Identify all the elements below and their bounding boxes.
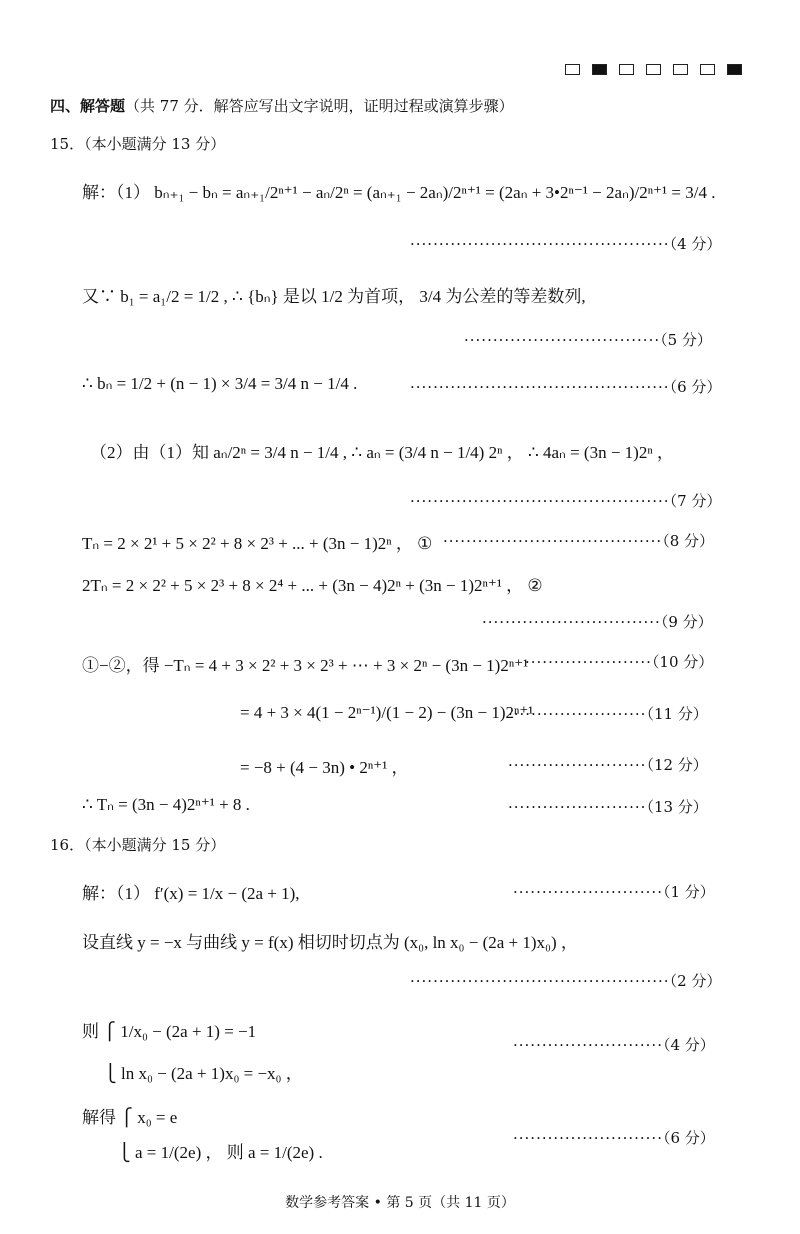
q15-score-7: ······················（10 分） [525,653,714,671]
q15-heading: 15．（本小题满分 13 分） [50,135,226,153]
section-note: （共 77 分．解答应写出文字说明，证明过程或演算步骤） [125,97,514,115]
q15-line-10: ∴ Tₙ = (3n − 4)2ⁿ⁺¹ + 8 . [82,795,250,814]
marker-box [673,64,688,75]
marker-box [619,64,634,75]
marker-box [565,64,580,75]
q16-line-3a: 则 ⎧ 1/x₀ − (2a + 1) = −1 [82,1022,257,1041]
q15-score-9: ························（12 分） [508,756,708,774]
q16-line-4a: 解得 ⎧ x₀ = e [82,1108,178,1127]
q15-line-5: Tₙ = 2 × 2¹ + 5 × 2² + 8 × 2³ + ... + (3n − 1)2ⁿ ， ① [82,534,433,553]
q15-line-2: 又∵ b₁ = a₁/2 = 1/2 , ∴ {bₙ} 是以 1/2 为首项， 3/4 为公差的等差数列, [82,287,586,306]
q16-line-3b: ⎩ ln x₀ − (2a + 1)x₀ = −x₀ ， [104,1064,303,1083]
q15-line-6: 2Tₙ = 2 × 2² + 5 × 2³ + 8 × 2⁴ + ... + (3n − 4)2ⁿ + (3n − 1)2ⁿ⁺¹ ， ② [82,576,543,595]
q16-line-4b: ⎩ a = 1/(2e) ， 则 a = 1/(2e) . [118,1143,323,1162]
marker-box [646,64,661,75]
marker-box-filled [592,64,607,75]
q15-line-4: （2）由（1）知 aₙ/2ⁿ = 3/4 n − 1/4 , ∴ aₙ = (3/4 n − 1/4) 2ⁿ ， ∴ 4aₙ = (3n − 1)2ⁿ ， [90,443,674,462]
section-title: 四、解答题 [50,97,126,115]
q16-line-2: 设直线 y = −x 与曲线 y = f(x) 相切时切点为 (x₀, ln x₀ − (2a + 1)x₀) ， [82,933,578,952]
marker-box [700,64,715,75]
q16-line-1: 解：（1） f′(x) = 1/x − (2a + 1), [82,884,300,903]
q15-line-3: ∴ bₙ = 1/2 + (n − 1) × 3/4 = 3/4 n − 1/4 . [82,374,358,393]
q15-score-8: ························（11 分） [508,705,708,723]
q15-line-7: ①−②，得 −Tₙ = 4 + 3 × 2² + 3 × 2³ + ⋯ + 3 × 2ⁿ − (3n − 1)2ⁿ⁺¹ [82,656,529,675]
q15-line-8: = 4 + 3 × 4(1 − 2ⁿ⁻¹)/(1 − 2) − (3n − 1)2ⁿ⁺¹ [240,703,534,722]
q15-score-2: ··································（5 分） [464,331,712,349]
q15-score-10: ························（13 分） [508,798,708,816]
q16-score-1: ··························（1 分） [513,883,715,901]
q16-score-3: ··························（4 分） [513,1036,715,1054]
page-marker-boxes [565,64,742,75]
q15-score-5: ······································（8 分） [443,532,714,550]
q15-line-9: = −8 + (4 − 3n) • 2ⁿ⁺¹ ， [240,758,409,777]
q15-score-3: ·············································（6 分） [410,378,722,396]
page-footer: 数学参考答案 • 第 5 页（共 11 页） [285,1195,515,1211]
q15-score-6: ·······························（9 分） [482,613,713,631]
q16-heading: 16．（本小题满分 15 分） [50,836,226,854]
q15-line-1: 解：（1） bₙ₊₁ − bₙ = aₙ₊₁/2ⁿ⁺¹ − aₙ/2ⁿ = (aₙ₊₁ − 2aₙ)/2ⁿ⁺¹ = (2aₙ + 3•2ⁿ⁻¹ − 2aₙ)/2ⁿ⁺¹ = 3/4 . [82,183,716,202]
marker-box-filled [727,64,742,75]
q16-score-4: ··························（6 分） [513,1129,715,1147]
q15-score-1: ·············································（4 分） [410,235,722,253]
q16-score-2: ·············································（2 分） [410,972,722,990]
q15-score-4: ·············································（7 分） [410,492,722,510]
section-heading [50,95,514,116]
